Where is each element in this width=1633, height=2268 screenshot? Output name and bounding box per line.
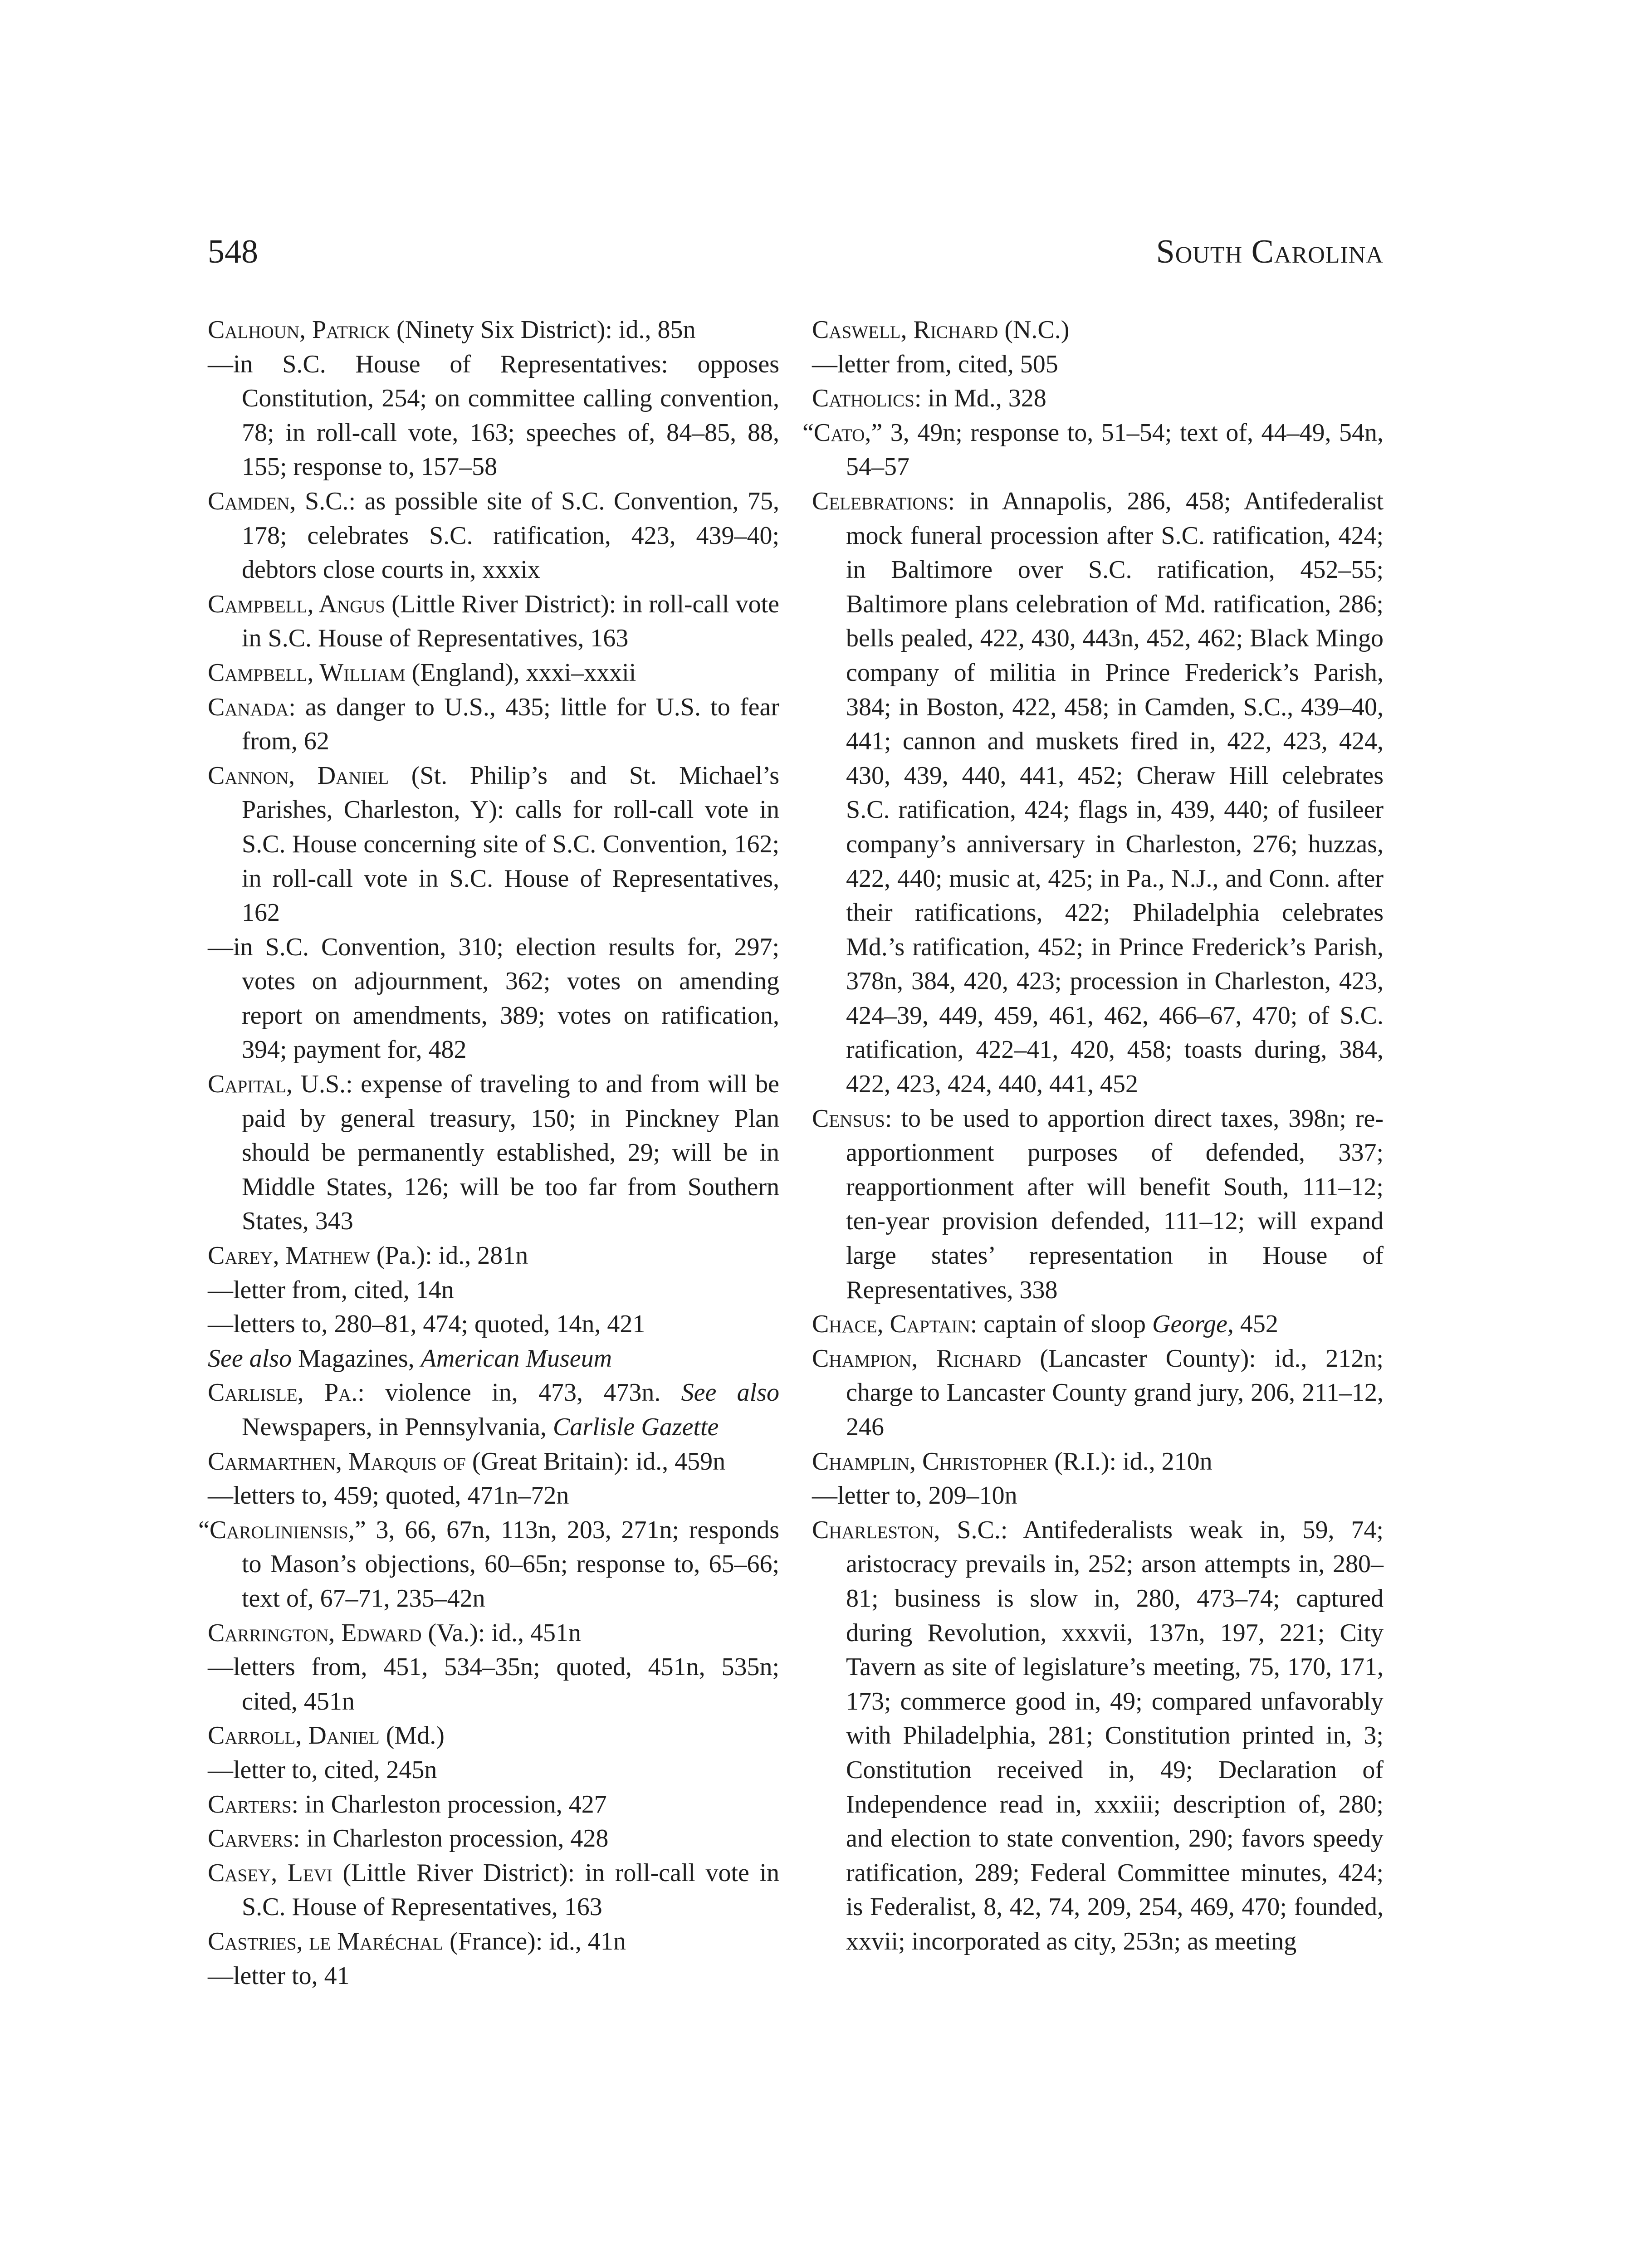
entry-text: —letter to, 41 — [208, 1961, 350, 1990]
entry-text: : captain of sloop — [970, 1310, 1152, 1339]
entry-text: —in S.C. House of Representatives: opposes Constitution, 254; on committee calling convention, 78; in roll-call vote, 163; speeches of, 84–85, 88, 155; response to, 157–58 — [208, 350, 779, 481]
index-entry — [812, 313, 1384, 347]
entry-text: : in Md., 328 — [914, 384, 1046, 413]
index-column-left — [198, 313, 780, 1993]
index-entry — [812, 1307, 1384, 1342]
index-entry — [208, 484, 779, 587]
entry-text: , 452 — [1227, 1310, 1278, 1339]
index-entry — [208, 1479, 779, 1513]
entry-text: : Antifederalists weak in, 59, 74; aristocracy prevails in, 252; arson attempts in, 280–81; business is slow in, 280, 473–74; captured during Revolution, xxxvii, 137n, 197, 221; City Tavern as site of legislature’s meeting, 75, 170, 171, 173; commerce good in, 49; compared unfavorably with Philadelphia, 281; Constitution printed in, 3; Constitution received in, 49; Declaration of Independence read in, xxxiii; description of, 280; and election to state convention, 290; favors speedy ratification, 289; Federal Committee minutes, 424; is Federalist, 8, 42, 74, 209, 254, 469, 470; founded, xxvii; incorporated as city, 253n; as meeting — [846, 1515, 1384, 1955]
see-also: See also — [208, 1344, 292, 1373]
entry-text: : violence in, 473, 473n. — [357, 1378, 681, 1407]
entry-text: 3, 49n; response to, 51–54; text of, 44–49, 54n, 54–57 — [846, 418, 1384, 481]
entry-text: : expense of traveling to and from will be paid by general treasury, 150; in Pinckney Plan should be permanently established, 29; will be in Middle States, 126; will be too far from Southern States, 343 — [242, 1070, 780, 1236]
entry-text: —letters to, 280–81, 474; quoted, 14n, 421 — [208, 1310, 645, 1339]
entry-text-italic: Carlisle Gazette — [552, 1413, 719, 1441]
entry-heading: “Caroliniensis,” — [198, 1515, 366, 1544]
index-entry — [208, 1616, 779, 1651]
index-entry — [812, 484, 1384, 1102]
index-entry — [208, 1067, 779, 1239]
entry-text: (R.I.): id., 210n — [1048, 1447, 1213, 1476]
entry-text: (Little River District): in roll-call vote in S.C. House of Representatives, 163 — [242, 590, 779, 653]
index-entry — [208, 313, 779, 347]
entry-heading: Carroll, Daniel — [208, 1721, 380, 1750]
entry-heading: Carrington, Edward — [208, 1618, 422, 1647]
index-entry — [208, 1856, 779, 1925]
entry-text: (Lancaster County): id., 212n; charge to Lancaster County grand jury, 206, 211–12, 246 — [846, 1344, 1384, 1441]
entry-heading: Census — [812, 1104, 885, 1133]
index-entry — [812, 381, 1384, 416]
index-entry — [812, 1513, 1384, 1959]
entry-heading: Capital, U.S. — [208, 1070, 346, 1099]
index-entry — [812, 1445, 1384, 1479]
entry-text-italic: George — [1152, 1310, 1227, 1339]
index-entry — [812, 1102, 1384, 1308]
entry-heading: Camden, S.C. — [208, 487, 349, 515]
entry-heading: Carters — [208, 1790, 292, 1818]
index-entry — [208, 1445, 779, 1479]
entry-text-italic: American Museum — [420, 1344, 612, 1373]
see-also: See also — [681, 1378, 780, 1407]
entry-text: —letters from, 451, 534–35n; quoted, 451n, 535n; cited, 451n — [208, 1653, 779, 1716]
index-entry — [208, 1273, 779, 1308]
entry-heading: Carey, Mathew — [208, 1242, 370, 1270]
index-entry — [208, 1239, 779, 1273]
entry-text: : in Charleston procession, 427 — [291, 1790, 607, 1818]
index-entry — [208, 656, 779, 690]
entry-text: : in Annapolis, 286, 458; Antifederalist mock funeral procession after S.C. ratification, 424; in Baltimore over S.C. ratification, 452–55; Baltimore plans celebration of Md. ratification, 286; bells pealed, 422, 430, 443n, 452, 462; Black Mingo company of militia in Prince Frederick’s Parish, 384; in Boston, 422, 458; in Camden, S.C., 439–40, 441; cannon and muskets fired in, 422, 423, 424, 430, 439, 440, 441, 452; Cheraw Hill celebrates S.C. ratification, 424; flags in, 439, 440; of fusileer company’s anniversary in Charleston, 276; huzzas, 422, 440; music at, 425; in Pa., N.J., and Conn. after their ratifications, 422; Philadelphia celebrates Md.’s ratification, 452; in Prince Frederick’s Parish, 378n, 384, 420, 423; procession in Charleston, 423, 424–39, 449, 459, 461, 462, 466–67, 470; of S.C. ratification, 422–41, 420, 458; toasts during, 384, 422, 423, 424, 440, 441, 452 — [846, 487, 1384, 1099]
entry-heading: Canada — [208, 693, 289, 721]
index-entry — [208, 1822, 779, 1856]
entry-text: —letters to, 459; quoted, 471n–72n — [208, 1481, 569, 1510]
entry-text: —letter to, 209–10n — [812, 1481, 1017, 1510]
entry-heading: Carmarthen, Marquis of — [208, 1447, 466, 1476]
index-entry — [802, 416, 1384, 484]
running-head: South Carolina — [1156, 233, 1384, 270]
entry-heading: Charleston, S.C. — [812, 1515, 1001, 1544]
entry-heading: Castries, le Maréchal — [208, 1927, 444, 1955]
index-entry — [208, 1959, 779, 1994]
entry-heading: Catholics — [812, 384, 914, 413]
entry-heading: Campbell, Angus — [208, 590, 386, 618]
index-entry — [208, 1753, 779, 1788]
entry-text: (England), xxxi–xxxii — [405, 658, 636, 687]
entry-heading: Chace, Captain — [812, 1310, 970, 1339]
index-entry — [208, 1788, 779, 1822]
index-entry — [812, 1342, 1384, 1445]
index-column-right — [802, 313, 1384, 1959]
entry-text: 3, 66, 67n, 113n, 203, 271n; responds to Mason’s objections, 60–65n; response to, 65–66; text of, 67–71, 235–42n — [242, 1515, 779, 1613]
index-entry — [812, 347, 1384, 382]
page-number: 548 — [208, 233, 258, 270]
entry-text: : as danger to U.S., 435; little for U.S. to fear from, 62 — [242, 693, 779, 756]
entry-heading: Cannon, Daniel — [208, 761, 389, 790]
index-entry — [208, 1307, 779, 1342]
page-header — [208, 227, 1384, 277]
index-entry — [208, 1925, 779, 1959]
entry-text: : in Charleston procession, 428 — [293, 1824, 609, 1853]
entry-heading: Champion, Richard — [812, 1344, 1022, 1373]
entry-text: (Great Britain): id., 459n — [465, 1447, 726, 1476]
entry-text: —letter from, cited, 505 — [812, 350, 1058, 378]
index-entry — [208, 930, 779, 1067]
entry-heading: Carvers — [208, 1824, 293, 1853]
index-entry — [208, 587, 779, 656]
index-entry — [208, 1376, 779, 1444]
entry-text: —letter to, cited, 245n — [208, 1755, 437, 1784]
entry-heading: Campbell, William — [208, 658, 406, 687]
entry-text: (Pa.): id., 281n — [370, 1242, 528, 1270]
index-entry — [208, 347, 779, 484]
index-entry — [812, 1479, 1384, 1513]
entry-heading: Champlin, Christopher — [812, 1447, 1048, 1476]
index-entry — [198, 1513, 779, 1616]
entry-text: (Ninety Six District): id., 85n — [390, 316, 696, 344]
entry-heading: Casey, Levi — [208, 1858, 332, 1887]
entry-text: —in S.C. Convention, 310; election results for, 297; votes on adjournment, 362; votes on amending report on amendments, 389; votes on ratification, 394; payment for, 482 — [208, 933, 779, 1064]
entry-text: (Va.): id., 451n — [421, 1618, 582, 1647]
entry-text: —letter from, cited, 14n — [208, 1276, 454, 1304]
index-entry — [208, 690, 779, 759]
entry-text: (Md.) — [379, 1721, 445, 1750]
index-entry — [208, 1719, 779, 1753]
index-entry — [208, 759, 779, 930]
entry-heading: “Cato,” — [802, 418, 883, 447]
entry-text: Magazines, — [292, 1344, 421, 1373]
entry-text: (Little River District): in roll-call vote in S.C. House of Representatives, 163 — [242, 1858, 780, 1921]
index-entry — [208, 1342, 779, 1376]
entry-heading: Carlisle, Pa. — [208, 1378, 358, 1407]
entry-text: : as possible site of S.C. Convention, 75, 178; celebrates S.C. ratification, 423, 439–40; debtors close courts in, xxxix — [242, 487, 780, 584]
entry-text: (N.C.) — [998, 316, 1070, 344]
entry-text: : to be used to apportion direct taxes, 398n; re-apportionment purposes of defended, 337; reapportionment after will benefit South, 111–12; ten-year provision defended, 111–12; will expand large states’ representation in House of Representatives, 338 — [846, 1104, 1384, 1304]
index-entry — [208, 1650, 779, 1719]
entry-text: Newspapers, in Pennsylvania, — [242, 1413, 553, 1441]
entry-heading: Celebrations — [812, 487, 948, 515]
entry-text: (St. Philip’s and St. Michael’s Parishes, Charleston, Y): calls for roll-call vote in S.C. House concerning site of S.C. Convention, 162; in roll-call vote in S.C. House of Representatives, 162 — [242, 761, 779, 927]
entry-text: (France): id., 41n — [443, 1927, 626, 1955]
entry-heading: Caswell, Richard — [812, 316, 998, 344]
entry-heading: Calhoun, Patrick — [208, 316, 390, 344]
